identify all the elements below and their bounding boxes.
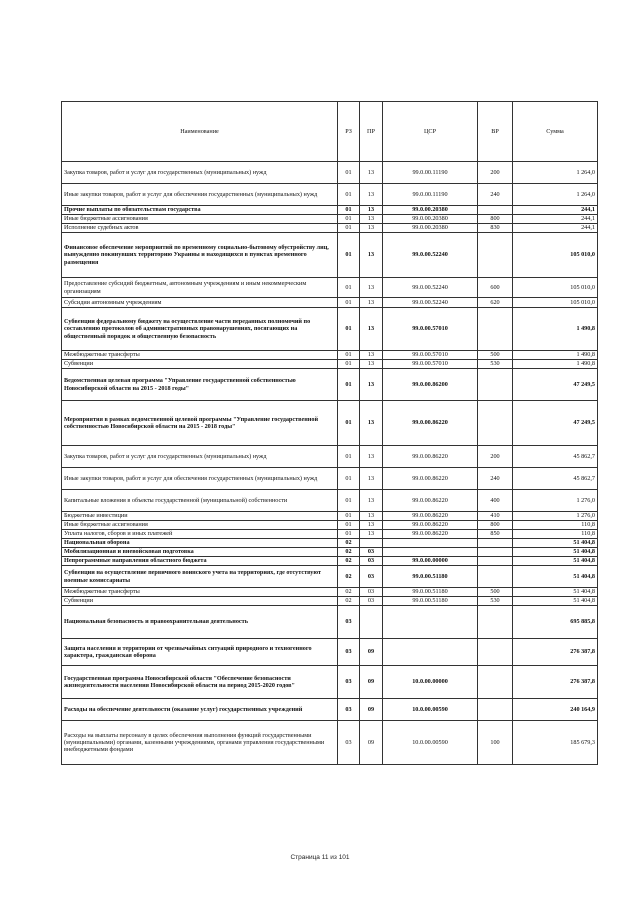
cell-csr: 99.0.00.86200 (383, 369, 478, 401)
cell-vr: 800 (478, 521, 513, 530)
cell-sum: 276 387,8 (513, 639, 598, 666)
cell-rz: 01 (338, 446, 360, 468)
cell-csr: 99.0.00.86220 (383, 490, 478, 512)
cell-sum: 45 862,7 (513, 468, 598, 490)
cell-name: Прочие выплаты по обязательствам государства (62, 206, 338, 215)
cell-sum: 51 404,8 (513, 566, 598, 588)
cell-rz: 02 (338, 597, 360, 606)
cell-vr (478, 308, 513, 351)
cell-name: Мероприятия в рамках ведомственной целевой программы "Управление государственной собственностью Новосибирской области на 2015 - 2018 годы" (62, 401, 338, 446)
cell-vr: 800 (478, 215, 513, 224)
table-row (62, 369, 598, 401)
cell-pr: 13 (360, 369, 383, 401)
cell-csr: 99.0.00.52240 (383, 278, 478, 298)
cell-pr: 13 (360, 401, 383, 446)
cell-csr: 99.0.00.86220 (383, 401, 478, 446)
cell-vr: 500 (478, 351, 513, 360)
table-row (62, 184, 598, 206)
cell-csr: 99.0.00.20380 (383, 206, 478, 215)
cell-pr: 09 (360, 699, 383, 721)
cell-name: Закупка товаров, работ и услуг для государственных (муниципальных) нужд (62, 446, 338, 468)
cell-sum: 1 490,8 (513, 308, 598, 351)
cell-name: Иные бюджетные ассигнования (62, 215, 338, 224)
table-row (62, 401, 598, 446)
cell-name: Исполнение судебных актов (62, 224, 338, 233)
header-pr: ПР (360, 102, 383, 162)
cell-pr (360, 606, 383, 639)
cell-rz: 03 (338, 606, 360, 639)
cell-vr: 200 (478, 446, 513, 468)
cell-csr: 99.0.00.51180 (383, 597, 478, 606)
cell-pr: 13 (360, 360, 383, 369)
cell-sum: 1 276,0 (513, 490, 598, 512)
header-csr: ЦСР (383, 102, 478, 162)
table-row (62, 490, 598, 512)
cell-pr: 13 (360, 512, 383, 521)
table-row (62, 308, 598, 351)
header-name: Наименование (62, 102, 338, 162)
table-row (62, 224, 598, 233)
cell-pr: 13 (360, 224, 383, 233)
cell-name: Бюджетные инвестиции (62, 512, 338, 521)
cell-csr: 10.0.00.00590 (383, 699, 478, 721)
table-row (62, 298, 598, 308)
cell-csr: 10.0.00.00590 (383, 721, 478, 765)
table-row (62, 548, 598, 557)
cell-name: Защита населения и территории от чрезвычайных ситуаций природного и техногенного характера, гражданская оборона (62, 639, 338, 666)
cell-pr: 03 (360, 548, 383, 557)
cell-sum: 51 404,8 (513, 539, 598, 548)
cell-rz: 01 (338, 512, 360, 521)
table-body (62, 162, 598, 765)
table-row (62, 521, 598, 530)
cell-name: Субвенции на осуществление первичного воинского учета на территориях, где отсутствуют военные комиссариаты (62, 566, 338, 588)
cell-csr: 99.0.00.57010 (383, 360, 478, 369)
cell-rz: 02 (338, 548, 360, 557)
cell-pr: 13 (360, 468, 383, 490)
cell-sum: 1 490,8 (513, 351, 598, 360)
cell-csr: 99.0.00.57010 (383, 351, 478, 360)
cell-sum: 1 264,0 (513, 162, 598, 184)
cell-pr: 13 (360, 298, 383, 308)
table-row (62, 215, 598, 224)
cell-csr (383, 548, 478, 557)
cell-rz: 01 (338, 521, 360, 530)
cell-name: Закупка товаров, работ и услуг для государственных (муниципальных) нужд (62, 162, 338, 184)
table-row (62, 233, 598, 278)
cell-rz: 01 (338, 360, 360, 369)
table-header-row (62, 102, 598, 162)
cell-sum: 1 276,0 (513, 512, 598, 521)
cell-csr: 99.0.00.11190 (383, 162, 478, 184)
cell-rz: 03 (338, 639, 360, 666)
cell-pr: 09 (360, 666, 383, 699)
cell-rz: 01 (338, 351, 360, 360)
table-row (62, 206, 598, 215)
cell-rz: 01 (338, 224, 360, 233)
cell-csr: 99.0.00.52240 (383, 298, 478, 308)
cell-name: Непрограммные направления областного бюджета (62, 557, 338, 566)
cell-csr: 10.0.00.00000 (383, 666, 478, 699)
cell-csr: 99.0.00.86220 (383, 530, 478, 539)
cell-sum: 47 249,5 (513, 369, 598, 401)
cell-name: Иные закупки товаров, работ и услуг для обеспечения государственных (муниципальных) нужд (62, 468, 338, 490)
cell-csr: 99.0.00.51180 (383, 566, 478, 588)
table-row (62, 597, 598, 606)
table-row (62, 606, 598, 639)
cell-vr (478, 666, 513, 699)
cell-name: Финансовое обеспечение мероприятий по временному социально-бытовому обустройству лиц, вынужденно покинувших территорию Украины и находящихся в пунктах временного размещения (62, 233, 338, 278)
cell-rz: 03 (338, 721, 360, 765)
cell-name: Капитальные вложения в объекты государственной (муниципальной) собственности (62, 490, 338, 512)
cell-vr (478, 566, 513, 588)
cell-csr: 99.0.00.86220 (383, 521, 478, 530)
cell-vr: 620 (478, 298, 513, 308)
cell-rz: 02 (338, 539, 360, 548)
cell-sum: 244,1 (513, 206, 598, 215)
cell-csr: 99.0.00.51180 (383, 588, 478, 597)
cell-pr: 13 (360, 215, 383, 224)
cell-rz: 01 (338, 298, 360, 308)
cell-csr (383, 539, 478, 548)
cell-name: Расходы на выплаты персоналу в целях обеспечения выполнения функций государственными (муниципальными) органами, казенными учреждениями, органами управления государственными внебюджетными фондами (62, 721, 338, 765)
cell-rz: 03 (338, 699, 360, 721)
cell-name: Национальная безопасность и правоохранительная деятельность (62, 606, 338, 639)
table-row (62, 530, 598, 539)
cell-rz: 01 (338, 490, 360, 512)
cell-sum: 276 387,8 (513, 666, 598, 699)
cell-pr: 13 (360, 308, 383, 351)
cell-rz: 02 (338, 566, 360, 588)
cell-pr: 13 (360, 162, 383, 184)
cell-name: Государственная программа Новосибирской области "Обеспечение безопасности жизнедеятельности населения Новосибирской области на период 2015-2020 годов" (62, 666, 338, 699)
cell-sum: 51 404,8 (513, 548, 598, 557)
table-row (62, 639, 598, 666)
cell-csr: 99.0.00.86220 (383, 468, 478, 490)
table-row (62, 278, 598, 298)
cell-pr: 13 (360, 521, 383, 530)
cell-pr: 13 (360, 233, 383, 278)
cell-rz: 02 (338, 588, 360, 597)
cell-rz: 01 (338, 308, 360, 351)
cell-sum: 47 249,5 (513, 401, 598, 446)
cell-sum: 1 264,0 (513, 184, 598, 206)
table-row (62, 512, 598, 521)
cell-csr: 99.0.00.57010 (383, 308, 478, 351)
cell-pr: 13 (360, 278, 383, 298)
header-rz: РЗ (338, 102, 360, 162)
cell-rz: 01 (338, 215, 360, 224)
cell-rz: 01 (338, 369, 360, 401)
header-sum: Сумма (513, 102, 598, 162)
cell-vr: 410 (478, 512, 513, 521)
table-row (62, 721, 598, 765)
cell-name: Субвенции (62, 597, 338, 606)
cell-pr: 03 (360, 557, 383, 566)
cell-pr: 13 (360, 530, 383, 539)
cell-pr: 13 (360, 351, 383, 360)
cell-name: Мобилизационная и вневойсковая подготовка (62, 548, 338, 557)
cell-name: Межбюджетные трансферты (62, 588, 338, 597)
cell-vr (478, 557, 513, 566)
cell-vr: 530 (478, 597, 513, 606)
cell-csr: 99.0.00.00000 (383, 557, 478, 566)
cell-name: Субвенции федеральному бюджету на осуществление части переданных полномочий по составлению протоколов об административных правонарушениях, посягающих на общественный порядок и общественную безопасность (62, 308, 338, 351)
cell-sum: 51 404,8 (513, 557, 598, 566)
cell-vr: 830 (478, 224, 513, 233)
cell-name: Расходы на обеспечение деятельности (оказание услуг) государственных учреждений (62, 699, 338, 721)
cell-csr (383, 639, 478, 666)
cell-name: Уплата налогов, сборов и иных платежей (62, 530, 338, 539)
table-row (62, 566, 598, 588)
cell-sum: 51 404,8 (513, 597, 598, 606)
cell-rz: 01 (338, 233, 360, 278)
cell-csr: 99.0.00.52240 (383, 233, 478, 278)
cell-rz: 03 (338, 666, 360, 699)
cell-vr: 240 (478, 468, 513, 490)
cell-vr (478, 548, 513, 557)
cell-sum: 244,1 (513, 215, 598, 224)
table-row (62, 351, 598, 360)
page-number: Страница 11 из 101 (290, 854, 350, 861)
cell-csr: 99.0.00.20380 (383, 215, 478, 224)
cell-vr: 530 (478, 360, 513, 369)
cell-csr: 99.0.00.20380 (383, 224, 478, 233)
cell-sum: 695 885,8 (513, 606, 598, 639)
cell-name: Межбюджетные трансферты (62, 351, 338, 360)
table-row (62, 557, 598, 566)
table-row (62, 360, 598, 369)
cell-sum: 45 862,7 (513, 446, 598, 468)
cell-vr: 600 (478, 278, 513, 298)
cell-sum: 185 679,3 (513, 721, 598, 765)
cell-pr: 03 (360, 588, 383, 597)
cell-rz: 01 (338, 468, 360, 490)
cell-pr: 09 (360, 639, 383, 666)
header-vr: ВР (478, 102, 513, 162)
cell-vr: 850 (478, 530, 513, 539)
table-row (62, 588, 598, 597)
cell-sum: 110,8 (513, 521, 598, 530)
cell-sum: 244,1 (513, 224, 598, 233)
cell-vr: 200 (478, 162, 513, 184)
cell-vr: 500 (478, 588, 513, 597)
cell-vr: 100 (478, 721, 513, 765)
cell-pr: 09 (360, 721, 383, 765)
cell-vr: 240 (478, 184, 513, 206)
table-row (62, 468, 598, 490)
table-row (62, 162, 598, 184)
cell-pr: 13 (360, 490, 383, 512)
cell-sum: 240 164,9 (513, 699, 598, 721)
cell-pr (360, 539, 383, 548)
cell-name: Субсидии автономным учреждениям (62, 298, 338, 308)
cell-name: Предоставление субсидий бюджетным, автономным учреждениям и иным некоммерческим организациям (62, 278, 338, 298)
cell-vr (478, 539, 513, 548)
cell-sum: 110,8 (513, 530, 598, 539)
cell-pr: 13 (360, 206, 383, 215)
cell-rz: 01 (338, 184, 360, 206)
cell-vr (478, 606, 513, 639)
cell-rz: 01 (338, 530, 360, 539)
cell-vr: 400 (478, 490, 513, 512)
cell-vr (478, 401, 513, 446)
table-row (62, 666, 598, 699)
cell-rz: 01 (338, 162, 360, 184)
cell-sum: 105 010,0 (513, 233, 598, 278)
cell-sum: 105 010,0 (513, 278, 598, 298)
table-row (62, 539, 598, 548)
budget-table (61, 101, 598, 765)
table-row (62, 699, 598, 721)
cell-vr (478, 639, 513, 666)
cell-vr (478, 699, 513, 721)
cell-csr: 99.0.00.86220 (383, 512, 478, 521)
cell-rz: 01 (338, 278, 360, 298)
cell-sum: 105 010,0 (513, 298, 598, 308)
cell-name: Национальная оборона (62, 539, 338, 548)
cell-sum: 1 490,8 (513, 360, 598, 369)
cell-vr (478, 369, 513, 401)
cell-pr: 03 (360, 566, 383, 588)
cell-rz: 01 (338, 206, 360, 215)
cell-name: Субвенции (62, 360, 338, 369)
cell-name: Иные закупки товаров, работ и услуг для обеспечения государственных (муниципальных) нужд (62, 184, 338, 206)
cell-name: Иные бюджетные ассигнования (62, 521, 338, 530)
table-row (62, 446, 598, 468)
cell-pr: 13 (360, 446, 383, 468)
cell-name: Ведомственная целевая программа "Управление государственной собственностью Новосибирской области на 2015 - 2018 годы" (62, 369, 338, 401)
cell-pr: 13 (360, 184, 383, 206)
cell-pr: 03 (360, 597, 383, 606)
cell-csr: 99.0.00.86220 (383, 446, 478, 468)
cell-csr (383, 606, 478, 639)
cell-csr: 99.0.00.11190 (383, 184, 478, 206)
cell-vr (478, 233, 513, 278)
cell-rz: 02 (338, 557, 360, 566)
cell-sum: 51 404,8 (513, 588, 598, 597)
cell-rz: 01 (338, 401, 360, 446)
cell-vr (478, 206, 513, 215)
